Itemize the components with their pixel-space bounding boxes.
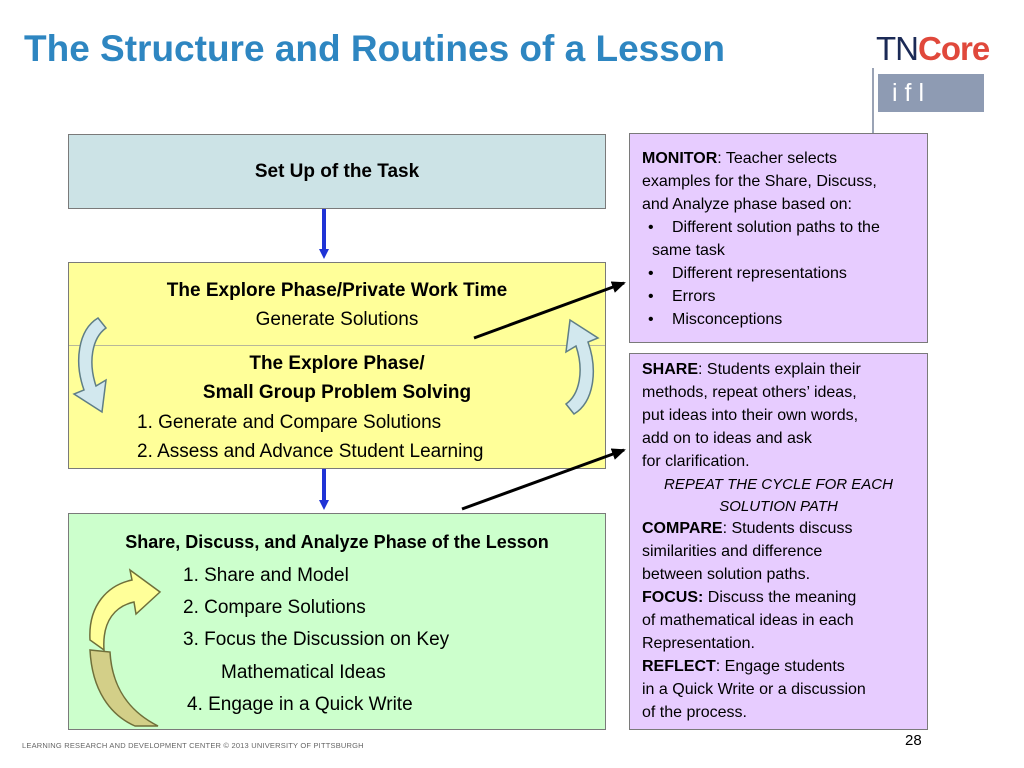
compare-text-1: : Students discuss <box>722 520 853 537</box>
monitor-line-3: and Analyze phase based on: <box>642 196 852 213</box>
monitor-bullet-1-continued: same task <box>652 242 725 259</box>
cycle-arrow-share-bottom <box>90 650 158 726</box>
explore-group-title-line2: Small Group Problem Solving <box>202 382 472 403</box>
bullet-dot: • <box>648 219 654 236</box>
share-item-2: 2. Compare Solutions <box>183 597 366 618</box>
reflect-note-line-2: in a Quick Write or a discussion <box>642 681 866 698</box>
reflect-label: REFLECT <box>642 658 716 675</box>
logo-core: Core <box>918 30 990 67</box>
cycle-arrow-left <box>74 318 106 412</box>
repeat-cycle-line-1: REPEAT THE CYCLE FOR EACH <box>664 476 893 493</box>
setup-task-label: Set Up of the Task <box>254 161 420 182</box>
repeat-cycle-line-2: SOLUTION PATH <box>719 498 838 515</box>
cycle-arrow-share-top <box>90 570 160 650</box>
share-label: SHARE <box>642 361 699 378</box>
share-item-3-continued: Mathematical Ideas <box>221 662 386 683</box>
focus-note-line-2: of mathematical ideas in each <box>642 612 854 629</box>
share-note-line-3: put ideas into their own words, <box>642 407 859 424</box>
focus-label: FOCUS: <box>642 589 704 606</box>
focus-note-line-3: Representation. <box>642 635 755 652</box>
monitor-text-1: : Teacher selects <box>717 150 838 167</box>
pointer-arrow-to-monitor <box>474 283 624 338</box>
explore-private-subtitle: Generate Solutions <box>255 309 419 330</box>
reflect-text-1: : Engage students <box>715 658 845 675</box>
share-item-3: 3. Focus the Discussion on Key <box>183 629 450 650</box>
explore-private-title: The Explore Phase/Private Work Time <box>166 280 508 301</box>
explore-group-title-line1: The Explore Phase/ <box>249 353 425 374</box>
bullet-dot: • <box>648 265 654 282</box>
monitor-line-2: examples for the Share, Discuss, <box>642 173 877 190</box>
explore-item-1: 1. Generate and Compare Solutions <box>137 412 442 433</box>
cycle-arrow-right <box>566 320 598 414</box>
monitor-bullet-3: Errors <box>672 288 716 305</box>
pointer-arrow-to-share-notes <box>462 450 624 509</box>
footer-text: LEARNING RESEARCH AND DEVELOPMENT CENTER © 2013 UNIVERSITY OF PITTSBURGH <box>22 741 364 750</box>
share-note-line-2: methods, repeat others’ ideas, <box>642 384 857 401</box>
monitor-bullet-4: Misconceptions <box>672 311 783 328</box>
page-title: The Structure and Routines of a Lesson <box>24 28 726 69</box>
focus-text-1: Discuss the meaning <box>703 589 857 606</box>
share-text-1: : Students explain their <box>698 361 861 378</box>
share-note-line-4: add on to ideas and ask <box>642 430 812 447</box>
share-item-4: 4. Engage in a Quick Write <box>187 694 413 715</box>
logo-tn: TN <box>876 30 918 67</box>
compare-label: COMPARE <box>642 520 723 537</box>
monitor-label: MONITOR <box>642 150 718 167</box>
logo-ifl: ifl <box>878 74 984 112</box>
share-phase-title: Share, Discuss, and Analyze Phase of the Lesson <box>125 532 549 552</box>
reflect-note-line-3: of the process. <box>642 704 747 721</box>
explore-item-2: 2. Assess and Advance Student Learning <box>137 441 484 462</box>
bullet-dot: • <box>648 288 654 305</box>
compare-note-line-3: between solution paths. <box>642 566 811 583</box>
compare-note-line-2: similarities and difference <box>642 543 823 560</box>
share-item-1: 1. Share and Model <box>183 565 349 586</box>
share-note-line-5: for clarification. <box>642 453 750 470</box>
page-number: 28 <box>905 732 922 749</box>
monitor-bullet-1: Different solution paths to the <box>672 219 880 236</box>
bullet-dot: • <box>648 311 654 328</box>
monitor-bullet-2: Different representations <box>672 265 847 282</box>
